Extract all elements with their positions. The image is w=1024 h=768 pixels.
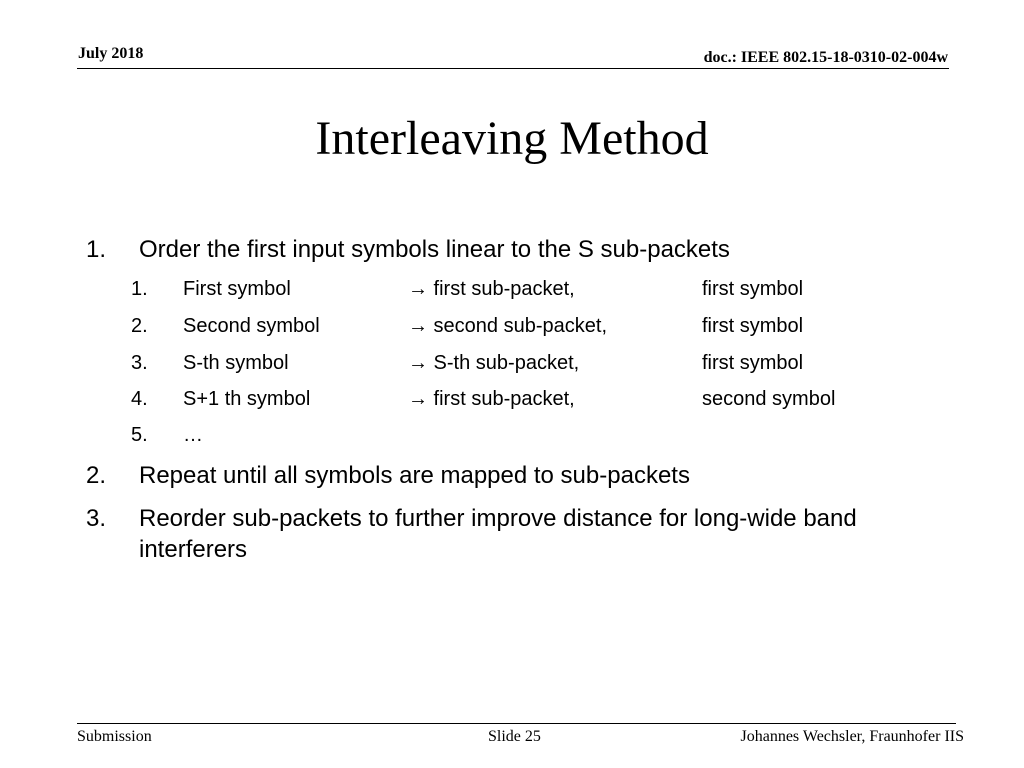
sublist-item-packet: → S-th sub-packet,: [408, 352, 580, 374]
footer-submission: Submission: [77, 728, 152, 745]
list-item-number: 3.: [86, 505, 107, 532]
footer-author: Johannes Wechsler, Fraunhofer IIS: [740, 728, 964, 745]
sublist-item-symbol: S+1 th symbol: [183, 388, 311, 410]
list-item: [86, 460, 936, 491]
list-item-text: Order the first input symbols linear to the S sub-packets: [139, 236, 730, 263]
header-date: July 2018: [78, 45, 144, 62]
footer-divider: [77, 723, 956, 724]
sublist-item-symbol: S-th symbol: [183, 352, 289, 374]
sublist-item-number: 1.: [131, 278, 148, 300]
sublist-item-packet: → first sub-packet,: [408, 278, 575, 300]
list-item-text: Reorder sub-packets to further improve distance for long-wide band interferers: [139, 505, 857, 563]
sublist-item-position: first symbol: [702, 315, 804, 337]
sublist-item-packet: → second sub-packet,: [408, 315, 607, 337]
footer-slide-number: Slide 25: [488, 728, 541, 745]
header-divider: [77, 68, 949, 69]
slide-title: Interleaving Method: [315, 112, 709, 165]
sublist-item-position: second symbol: [702, 388, 836, 410]
sublist-item-symbol: …: [183, 424, 203, 446]
list-item-number: 1.: [86, 236, 107, 263]
list-item: [86, 234, 936, 265]
sublist-item-position: first symbol: [702, 352, 804, 374]
sublist-item-packet: → first sub-packet,: [408, 388, 575, 410]
sublist-item-number: 2.: [131, 315, 148, 337]
list-item-text: Repeat until all symbols are mapped to sub-packets: [139, 462, 690, 489]
sublist-item-symbol: First symbol: [183, 278, 291, 300]
list-item-number: 2.: [86, 462, 107, 489]
sublist-item-number: 5.: [131, 424, 148, 446]
sublist-item-number: 4.: [131, 388, 148, 410]
header-doc-id: doc.: IEEE 802.15-18-0310-02-004w: [703, 49, 948, 66]
list-item: [86, 503, 936, 565]
sublist-item-position: first symbol: [702, 278, 804, 300]
sublist-item-symbol: Second symbol: [183, 315, 320, 337]
sublist-item-number: 3.: [131, 352, 148, 374]
